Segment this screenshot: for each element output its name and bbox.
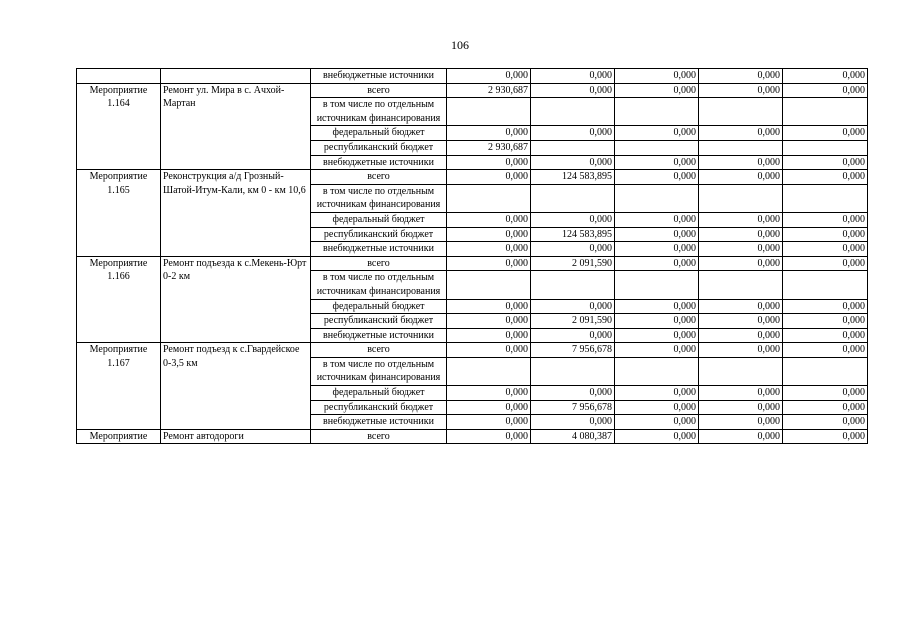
amount-cell: 2 930,687	[447, 83, 531, 98]
amount-cell: 0,000	[699, 429, 783, 444]
amount-cell: 0,000	[447, 299, 531, 314]
amount-cell: 0,000	[783, 328, 868, 343]
funding-source-cell: федеральный бюджет	[311, 386, 447, 401]
amount-cell: 0,000	[531, 242, 615, 257]
amount-cell: 0,000	[699, 299, 783, 314]
amount-cell: 2 091,590	[531, 314, 615, 329]
amount-cell: 0,000	[615, 299, 699, 314]
funding-source-cell: федеральный бюджет	[311, 299, 447, 314]
amount-cell: 0,000	[699, 170, 783, 185]
amount-cell: 0,000	[615, 170, 699, 185]
table-row	[77, 343, 868, 358]
amount-cell: 0,000	[699, 212, 783, 227]
table-row	[77, 69, 868, 84]
amount-cell: 0,000	[783, 415, 868, 430]
amount-cell	[783, 140, 868, 155]
amount-cell: 0,000	[447, 343, 531, 358]
amount-cell: 4 080,387	[531, 429, 615, 444]
amount-cell	[531, 98, 615, 126]
measure-name-cell: Ремонт подъезд к с.Гвардейское 0-3,5 км	[161, 343, 311, 430]
amount-cell: 0,000	[615, 415, 699, 430]
amount-cell: 0,000	[447, 400, 531, 415]
measure-code-cell: Мероприятие 1.165	[77, 170, 161, 257]
funding-source-cell: в том числе по отдельным источникам финансирования	[311, 184, 447, 212]
amount-cell: 0,000	[783, 83, 868, 98]
funding-source-cell: федеральный бюджет	[311, 212, 447, 227]
amount-cell: 0,000	[783, 227, 868, 242]
amount-cell: 0,000	[615, 429, 699, 444]
amount-cell: 0,000	[531, 386, 615, 401]
amount-cell: 0,000	[615, 126, 699, 141]
amount-cell: 0,000	[615, 386, 699, 401]
measure-name-cell: Ремонт ул. Мира в с. Ачхой-Мартан	[161, 83, 311, 170]
amount-cell: 0,000	[615, 69, 699, 84]
funding-source-cell: республиканский бюджет	[311, 227, 447, 242]
amount-cell: 0,000	[615, 256, 699, 271]
amount-cell: 124 583,895	[531, 227, 615, 242]
amount-cell	[699, 357, 783, 385]
amount-cell: 0,000	[783, 386, 868, 401]
amount-cell: 0,000	[699, 256, 783, 271]
amount-cell	[783, 98, 868, 126]
amount-cell	[699, 140, 783, 155]
amount-cell: 0,000	[531, 299, 615, 314]
amount-cell: 0,000	[531, 212, 615, 227]
funding-source-cell: внебюджетные источники	[311, 69, 447, 84]
amount-cell: 0,000	[699, 126, 783, 141]
amount-cell: 124 583,895	[531, 170, 615, 185]
amount-cell	[531, 357, 615, 385]
amount-cell: 0,000	[447, 126, 531, 141]
funding-source-cell: всего	[311, 429, 447, 444]
amount-cell	[615, 184, 699, 212]
amount-cell: 0,000	[783, 69, 868, 84]
amount-cell: 0,000	[447, 429, 531, 444]
table-row	[77, 256, 868, 271]
funding-source-cell: всего	[311, 343, 447, 358]
table-row	[77, 170, 868, 185]
amount-cell: 0,000	[783, 155, 868, 170]
amount-cell	[615, 140, 699, 155]
amount-cell: 0,000	[531, 328, 615, 343]
amount-cell: 0,000	[447, 328, 531, 343]
funding-source-cell: республиканский бюджет	[311, 140, 447, 155]
amount-cell: 0,000	[531, 126, 615, 141]
amount-cell: 7 956,678	[531, 343, 615, 358]
amount-cell: 0,000	[447, 170, 531, 185]
amount-cell: 0,000	[699, 415, 783, 430]
funding-source-cell: в том числе по отдельным источникам финансирования	[311, 271, 447, 299]
amount-cell: 0,000	[615, 343, 699, 358]
amount-cell: 0,000	[699, 314, 783, 329]
amount-cell	[531, 184, 615, 212]
amount-cell: 0,000	[447, 314, 531, 329]
amount-cell	[447, 184, 531, 212]
amount-cell	[447, 271, 531, 299]
measure-code-cell: Мероприятие 1.164	[77, 83, 161, 170]
amount-cell: 0,000	[447, 386, 531, 401]
amount-cell: 0,000	[783, 400, 868, 415]
amount-cell	[783, 271, 868, 299]
funding-source-cell: республиканский бюджет	[311, 400, 447, 415]
funding-source-cell: внебюджетные источники	[311, 328, 447, 343]
amount-cell: 0,000	[783, 212, 868, 227]
measure-name-cell: Реконструкция а/д Грозный-Шатой-Итум-Кали, км 0 - км 10,6	[161, 170, 311, 257]
amount-cell: 0,000	[699, 83, 783, 98]
amount-cell	[447, 98, 531, 126]
amount-cell: 0,000	[531, 83, 615, 98]
amount-cell: 0,000	[699, 400, 783, 415]
funding-source-cell: всего	[311, 83, 447, 98]
amount-cell: 0,000	[615, 83, 699, 98]
amount-cell: 0,000	[615, 314, 699, 329]
funding-source-cell: республиканский бюджет	[311, 314, 447, 329]
amount-cell: 0,000	[615, 227, 699, 242]
amount-cell: 0,000	[447, 212, 531, 227]
amount-cell: 0,000	[783, 299, 868, 314]
budget-table	[76, 68, 868, 444]
measure-name-cell: Ремонт автодороги	[161, 429, 311, 444]
measure-code-cell: Мероприятие	[77, 429, 161, 444]
amount-cell: 0,000	[699, 155, 783, 170]
amount-cell	[699, 98, 783, 126]
amount-cell: 0,000	[531, 69, 615, 84]
measure-name-cell	[161, 69, 311, 84]
amount-cell	[447, 357, 531, 385]
amount-cell: 0,000	[531, 415, 615, 430]
measure-name-cell: Ремонт подъезда к с.Мекень-Юрт 0-2 км	[161, 256, 311, 343]
amount-cell: 0,000	[615, 400, 699, 415]
table-row	[77, 83, 868, 98]
funding-source-cell: внебюджетные источники	[311, 155, 447, 170]
amount-cell: 0,000	[447, 69, 531, 84]
amount-cell	[699, 184, 783, 212]
amount-cell: 0,000	[783, 242, 868, 257]
amount-cell	[615, 357, 699, 385]
funding-source-cell: в том числе по отдельным источникам финансирования	[311, 98, 447, 126]
amount-cell: 0,000	[783, 256, 868, 271]
amount-cell	[615, 271, 699, 299]
amount-cell: 0,000	[783, 429, 868, 444]
amount-cell	[615, 98, 699, 126]
budget-table-body	[77, 69, 868, 444]
funding-source-cell: в том числе по отдельным источникам финансирования	[311, 357, 447, 385]
amount-cell: 0,000	[615, 155, 699, 170]
funding-source-cell: всего	[311, 170, 447, 185]
funding-source-cell: внебюджетные источники	[311, 242, 447, 257]
amount-cell: 0,000	[699, 386, 783, 401]
amount-cell: 0,000	[783, 314, 868, 329]
amount-cell	[699, 271, 783, 299]
amount-cell: 0,000	[447, 242, 531, 257]
amount-cell	[531, 271, 615, 299]
funding-source-cell: внебюджетные источники	[311, 415, 447, 430]
amount-cell: 0,000	[699, 343, 783, 358]
amount-cell: 0,000	[615, 242, 699, 257]
amount-cell: 0,000	[699, 69, 783, 84]
amount-cell: 0,000	[447, 415, 531, 430]
funding-source-cell: федеральный бюджет	[311, 126, 447, 141]
funding-source-cell: всего	[311, 256, 447, 271]
page-number: 106	[451, 38, 469, 52]
amount-cell: 0,000	[447, 227, 531, 242]
amount-cell: 0,000	[699, 242, 783, 257]
amount-cell: 0,000	[783, 170, 868, 185]
amount-cell: 0,000	[699, 328, 783, 343]
amount-cell: 7 956,678	[531, 400, 615, 415]
amount-cell: 0,000	[615, 328, 699, 343]
amount-cell: 0,000	[531, 155, 615, 170]
amount-cell: 0,000	[615, 212, 699, 227]
measure-code-cell	[77, 69, 161, 84]
amount-cell: 0,000	[783, 126, 868, 141]
amount-cell	[783, 357, 868, 385]
amount-cell: 0,000	[699, 227, 783, 242]
amount-cell: 0,000	[447, 256, 531, 271]
amount-cell	[531, 140, 615, 155]
table-row	[77, 429, 868, 444]
amount-cell: 2 930,687	[447, 140, 531, 155]
measure-code-cell: Мероприятие 1.167	[77, 343, 161, 430]
amount-cell	[783, 184, 868, 212]
amount-cell: 0,000	[783, 343, 868, 358]
amount-cell: 2 091,590	[531, 256, 615, 271]
amount-cell: 0,000	[447, 155, 531, 170]
measure-code-cell: Мероприятие 1.166	[77, 256, 161, 343]
